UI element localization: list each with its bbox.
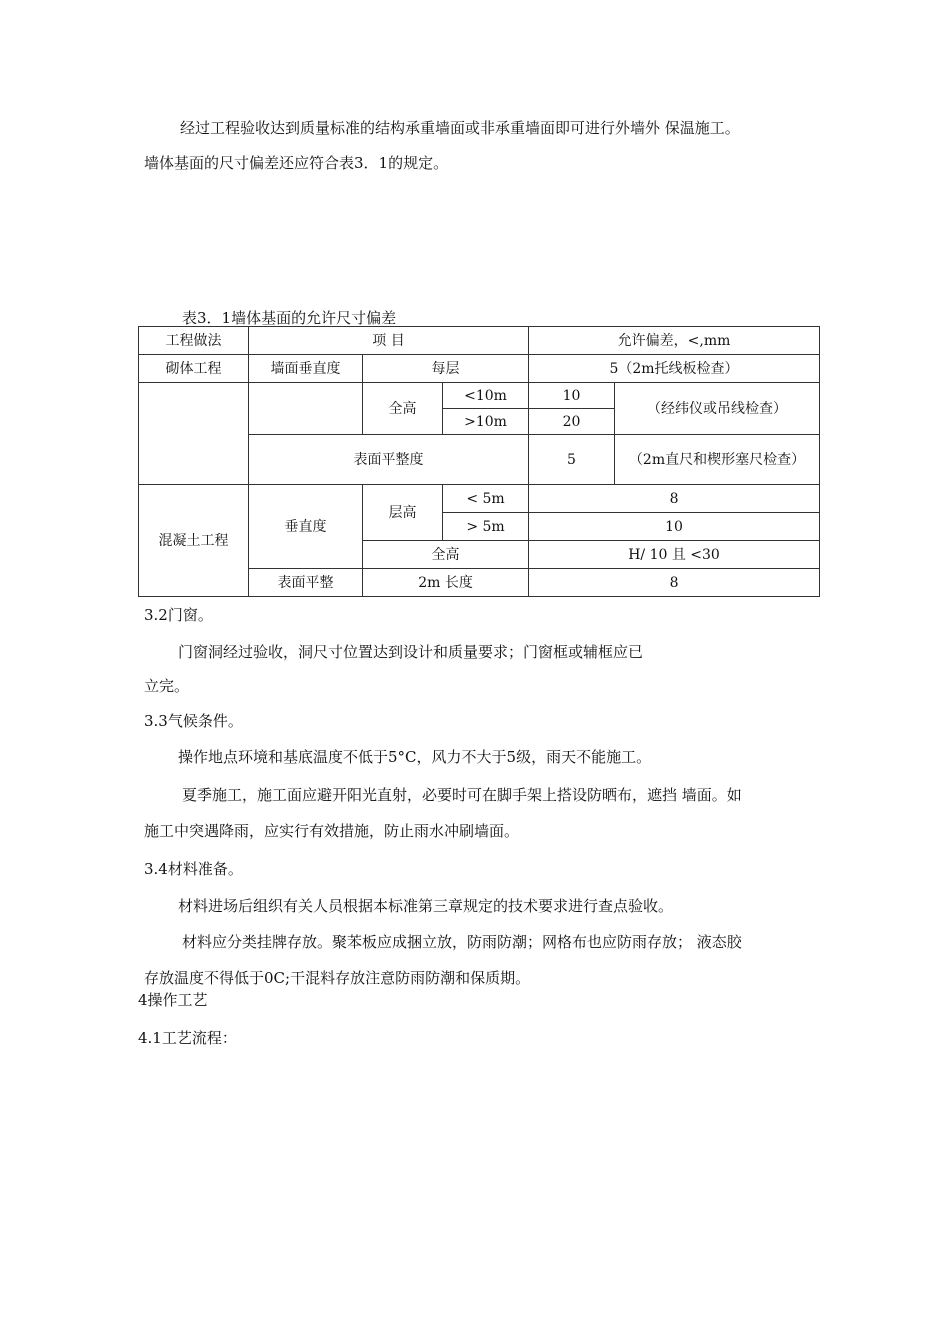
deviation-table (138, 326, 820, 597)
intro-line-1: 经过工程验收达到质量标准的结构承重墙面或非承重墙面即可进行外墙外 保温施工。 (180, 119, 740, 137)
section-3-4-body-3: 存放温度不得低于0C;干混料存放注意防雨防潮和保质期。 (144, 969, 531, 987)
masonry-wall-vertical: 墙面垂直度 (249, 355, 363, 383)
intro-line-2: 墙体基面的尺寸偏差还应符合表3．1的规定。 (144, 154, 449, 172)
header-method: 工程做法 (139, 327, 249, 355)
concrete-floor-height: 层高 (363, 485, 443, 541)
section-3-3-body-2: 夏季施工，施工面应避开阳光直射，必要时可在脚手架上搭设防晒布，遮挡 墙面。如 (182, 786, 742, 804)
concrete-lt5-value: 8 (529, 485, 820, 513)
masonry-per-floor: 每层 (363, 355, 529, 383)
masonry-lt10-value: 10 (529, 383, 615, 409)
concrete-lt5: < 5m (443, 485, 529, 513)
section-3-3-title: 3.3气候条件。 (144, 712, 243, 730)
concrete-gt5-value: 10 (529, 513, 820, 541)
section-3-2-body-1: 门窗洞经过验收，洞尺寸位置达到设计和质量要求；门窗框或辅框应已 (178, 643, 644, 661)
masonry-name: 砌体工程 (139, 355, 249, 383)
concrete-ruler: 2m 长度 (363, 569, 529, 597)
section-3-2-title: 3.2门窗。 (144, 606, 213, 624)
masonry-theodolite-method: （经纬仪或吊线检查） (615, 383, 820, 435)
masonry-lt10: <10m (443, 383, 529, 409)
section-4-1-title: 4.1工艺流程： (138, 1029, 237, 1047)
concrete-gt5: > 5m (443, 513, 529, 541)
masonry-gt10: >10m (443, 409, 529, 435)
concrete-flatness: 表面平整 (249, 569, 363, 597)
section-4-title: 4操作工艺 (138, 991, 208, 1009)
section-3-4-body-1: 材料进场后组织有关人员根据本标准第三章规定的技术要求进行查点验收。 (178, 897, 674, 915)
concrete-full-height-value: H/ 10 且 <30 (529, 541, 820, 569)
masonry-gt10-value: 20 (529, 409, 615, 435)
section-3-2-body-2: 立完。 (144, 677, 190, 695)
masonry-full-height: 全高 (363, 383, 443, 435)
masonry-flatness-value: 5 (529, 435, 615, 485)
concrete-vertical: 垂直度 (249, 485, 363, 569)
masonry-blank-cell (139, 383, 249, 485)
masonry-flatness: 表面平整度 (249, 435, 529, 485)
table-caption: 表3．1墙体基面的允许尺寸偏差 (182, 309, 397, 327)
masonry-per-floor-value: 5（2m托线板检查） (529, 355, 820, 383)
concrete-flatness-value: 8 (529, 569, 820, 597)
concrete-full-height: 全高 (363, 541, 529, 569)
section-3-3-body-1: 操作地点环境和基底温度不低于5°C，风力不大于5级，雨天不能施工。 (178, 748, 652, 766)
section-3-4-title: 3.4材料准备。 (144, 860, 243, 878)
header-tolerance: 允许偏差，<,mm (529, 327, 820, 355)
concrete-name: 混凝土工程 (139, 485, 249, 597)
header-item: 项 目 (249, 327, 529, 355)
section-3-3-body-3: 施工中突遇降雨，应实行有效措施，防止雨水冲刷墙面。 (144, 822, 520, 840)
masonry-flatness-method: （2m直尺和楔形塞尺检查） (615, 435, 820, 485)
masonry-blank-item (249, 383, 363, 435)
section-3-4-body-2: 材料应分类挂牌存放。聚苯板应成捆立放，防雨防潮；网格布也应防雨存放； 液态胶 (182, 933, 742, 951)
